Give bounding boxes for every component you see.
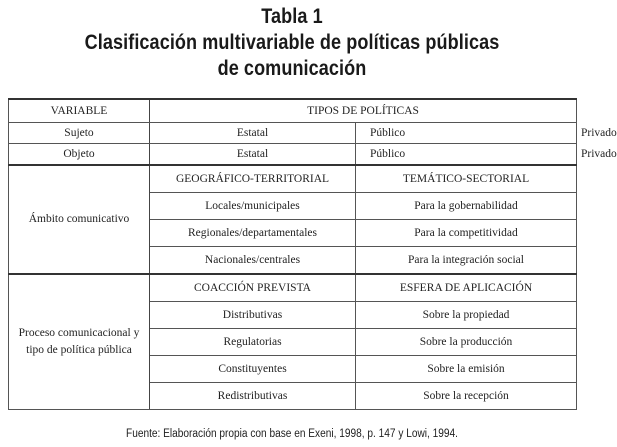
proceso-label: Proceso comunicacional y tipo de política pública [9, 274, 150, 410]
proceso-row-1-a: Distributivas [150, 302, 356, 329]
table-title [41, 4, 543, 82]
proceso-row-1-b: Sobre la propiedad [356, 302, 577, 329]
objeto-publico: Público [356, 144, 577, 165]
header-tipos: TIPOS DE POLÍTICAS [150, 99, 577, 123]
objeto-label: Objeto [9, 144, 150, 165]
classification-table [8, 98, 617, 165]
proceso-row-2-a: Regulatorias [150, 329, 356, 356]
proceso-row-3-b: Sobre la emisión [356, 356, 577, 383]
ambito-row-3-b: Para la integración social [356, 247, 577, 275]
proceso-row-4-a: Redistributivas [150, 383, 356, 410]
source-note: Fuente: Elaboración propia con base en Exeni, 1998, p. 147 y Lowi, 1994. [126, 428, 458, 440]
title-line-2: Clasificación multivariable de políticas públicas [84, 31, 500, 54]
proceso-header-row [9, 274, 577, 302]
sujeto-estatal: Estatal [150, 123, 356, 144]
title-line-1: Tabla 1 [261, 5, 323, 28]
proceso-col2-header: ESFERA DE APLICACIÓN [356, 274, 577, 302]
sujeto-label: Sujeto [9, 123, 150, 144]
ambito-row-3-a: Nacionales/centrales [150, 247, 356, 275]
proceso-row-4-b: Sobre la recepción [356, 383, 577, 410]
ambito-row-1-a: Locales/municipales [150, 193, 356, 220]
ambito-row-1-b: Para la gobernabilidad [356, 193, 577, 220]
ambito-label: Ámbito comunicativo [9, 165, 150, 274]
proceso-row-3-a: Constituyentes [150, 356, 356, 383]
proceso-col1-header: COACCIÓN PREVISTA [150, 274, 356, 302]
objeto-estatal: Estatal [150, 144, 356, 165]
ambito-row-2-b: Para la competitividad [356, 220, 577, 247]
ambito-col1-header: GEOGRÁFICO-TERRITORIAL [150, 165, 356, 193]
ambito-row-2-a: Regionales/departamentales [150, 220, 356, 247]
ambito-col2-header: TEMÁTICO-SECTORIAL [356, 165, 577, 193]
objeto-row: Objeto Estatal Público Privado [9, 144, 577, 165]
title-line-3: de comunicación [217, 57, 367, 80]
ambito-proceso-table [8, 164, 577, 410]
header-variable: VARIABLE [9, 99, 150, 123]
header-row [9, 99, 577, 123]
ambito-header-row [9, 165, 577, 193]
sujeto-row: Sujeto Estatal Público Privado [9, 123, 577, 144]
sujeto-publico: Público [356, 123, 577, 144]
proceso-row-2-b: Sobre la producción [356, 329, 577, 356]
